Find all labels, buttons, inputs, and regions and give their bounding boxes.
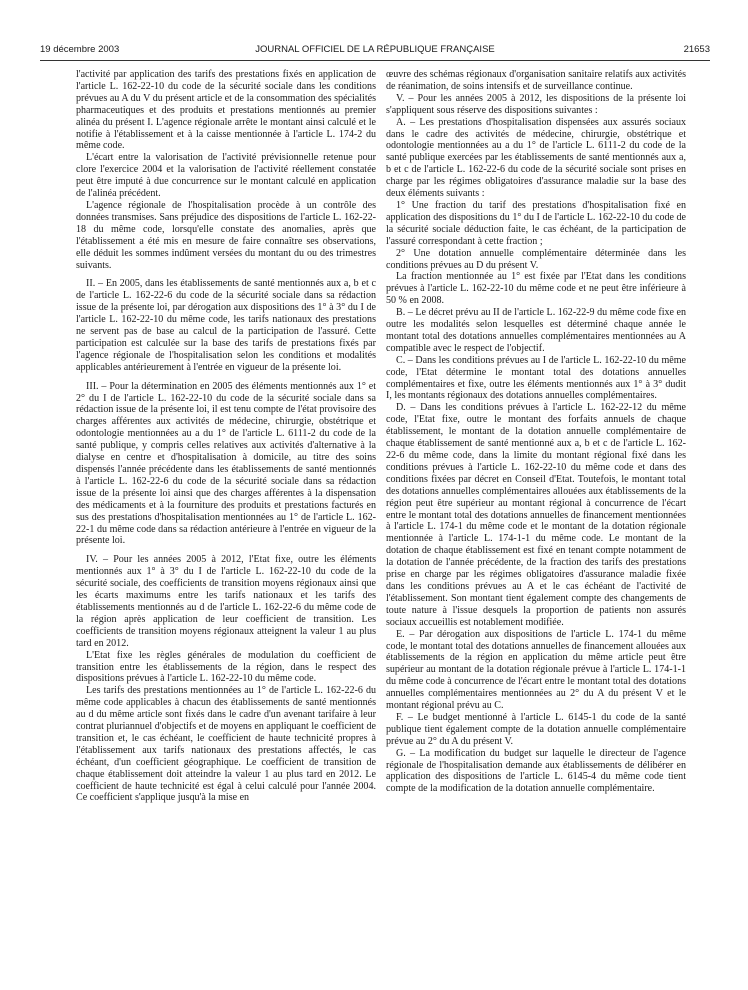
- paragraph-section-v-d: D. – Dans les conditions prévues à l'article L. 162-22-12 du même code, l'Etat fixe, outre le montant des forfaits annuels de chaque établissement, le montant de la dotation annuelle complémentaire de chaque établissement de santé mentionné aux a, b et c de l'article L. 162-22-6 du même code, dans la limite du montant régional fixé dans les conditions prévues à l'article L. 162-22-10 du même code et dans des conditions fixées par décret en Conseil d'Etat. Toutefois, le montant total des dotations annuelles complémentaires allouées aux établissements de la région peut être supérieur au montant régional à concurrence de l'écart entre le montant total des dotations annuelles de financement mentionnées à l'article L. 174-1 du même code et le montant de la dotation régionale mentionnée à l'article L. 174-1-1 du même code. Le montant de la dotation de chaque établissement est fixé en tenant compte notamment de la dotation de l'année précédente, de la fraction des tarifs des prestations prise en charge par les régimes obligatoires d'assurance maladie fixée dans les conditions prévues au A et le cas échéant de l'activité de l'établissement. Son montant tient également compte des changements de toute nature à l'issue desquels la proportion de patients non assurés sociaux accueillis est notablement modifiée.: [386, 402, 686, 628]
- paragraph-section-v-e: E. – Par dérogation aux dispositions de l'article L. 174-1 du même code, le montant total des dotations annuelles de financement allouées aux établissements de la région en application du même article peut être supérieur au montant de la dotation régionale prévue à l'article L. 174-1-1 du même code à concurrence de l'écart entre le montant total des dotations annuelles complémentaires mentionnées au 2° du A du présent V et le montant régional prévu au C.: [386, 628, 686, 712]
- paragraph: L'écart entre la valorisation de l'activité prévisionnelle retenue pour clore l'exercice 2004 et la valorisation de l'activité réellement constatée peut être imputé à due concurrence sur le montant calculé en application de l'alinéa précédent.: [76, 152, 376, 200]
- paragraph: L'agence régionale de l'hospitalisation procède à un contrôle des données transmises. Sans préjudice des dispositions de l'article L. 162-22-18 du même code, lorsqu'elle constate des anomalies, après que l'établissement a été mis en mesure de faire connaître ses observations, elle déduit les sommes indûment versées du montant du ou des trimestres suivants.: [76, 199, 376, 271]
- header-date: 19 décembre 2003: [40, 44, 120, 55]
- paragraph: 1° Une fraction du tarif des prestations d'hospitalisation fixé en application des dispositions du 1° du I de l'article L. 162-22-10 du code de la sécurité sociale déduction faite, le cas échéant, de la participation de l'assuré correspondant à cette fraction ;: [386, 199, 686, 247]
- paragraph-section-v-c: C. – Dans les conditions prévues au I de l'article L. 162-22-10 du même code, l'Etat détermine le montant total des dotations annuelles complémentaires et fixe, outre les éléments mentionnés aux 1° à 3° dudit I, les montants régionaux des dotations annuelles complémentaires.: [386, 354, 686, 402]
- right-column: [386, 69, 686, 981]
- paragraph-section-iii: III. – Pour la détermination en 2005 des éléments mentionnés aux 1° et 2° du I de l'article L. 162-22-10 du code de la sécurité sociale dans sa rédaction issue de la présente loi, il est tenu compte de l'état provisoire des charges afférentes aux activités de médecine, chirurgie, obstétrique et odontologie mentionnées au a du 1° de l'article L. 6111-2 du code de la santé publique, y compris celles relatives aux activités d'alternative à la dialyse en centre et d'hospitalisation à domicile, au titre des soins dispensés l'année précédente dans les établissements de santé mentionnés à l'article L. 162-22-6 du code de la sécurité sociale dans sa rédaction issue de la présente loi ainsi que des charges afférentes à la dispensation des médicaments et à la fourniture des produits et prestations facturés en sus des prestations d'hospitalisation mentionnées au 1° de l'article L. 162-22-1 du même code dans sa rédaction antérieure à l'entrée en vigueur de la présente loi.: [76, 380, 376, 547]
- paragraph-section-ii: II. – En 2005, dans les établissements de santé mentionnés aux a, b et c de l'article L. 162-22-6 du code de la sécurité sociale dans sa rédaction issue de la présente loi, par dérogation aux dispositions des 1° à 3° du I de l'article L. 162-22-10 du même code, les tarifs nationaux des prestations ne servent pas de base au calcul de la participation de l'assuré. Cette participation est calculée sur la base des tarifs de prestations fixés par l'agence régionale de l'hospitalisation selon les conditions et modalités applicables antérieurement à l'entrée en vigueur de la présente loi.: [76, 278, 376, 373]
- paragraph: œuvre des schémas régionaux d'organisation sanitaire relatifs aux activités de réanimation, de soins intensifs et de surveillance continue.: [386, 69, 686, 92]
- left-column: [76, 69, 376, 981]
- paragraph-section-v-g: G. – La modification du budget sur laquelle le directeur de l'agence régionale de l'hospitalisation demande aux établissements de délibérer en application des dispositions de l'article L. 6145-4 du même code tient compte de la modification de la dotation annuelle complémentaire.: [386, 747, 686, 795]
- header-journal-title: JOURNAL OFFICIEL DE LA RÉPUBLIQUE FRANÇAISE: [255, 44, 495, 55]
- paragraph-section-v-f: F. – Le budget mentionné à l'article L. 6145-1 du code de la santé publique tient également compte de la dotation annuelle complémentaire prévue au 2° du A du présent V.: [386, 711, 686, 747]
- page-header: [40, 44, 710, 58]
- paragraph-section-v-a: A. – Les prestations d'hospitalisation dispensées aux assurés sociaux dans le cadre des activités de médecine, chirurgie, obstétrique et odontologie mentionnées au a du 1° de l'article L. 6111-2 du code de la santé publique exercées par les établissements de santé mentionnés aux a, b et c de l'article L. 162-22-6 du code de la sécurité sociale sont prises en charge par les régimes obligatoires d'assurance maladie sur la base des deux éléments suivants :: [386, 116, 686, 200]
- paragraph-section-v-b: B. – Le décret prévu au II de l'article L. 162-22-9 du même code fixe en outre les modalités selon lesquelles est déterminé chaque année le montant total des dotations annuelles complémentaires mentionnées au A compatible avec le respect de l'objectif.: [386, 307, 686, 354]
- paragraph: l'activité par application des tarifs des prestations fixés en application de l'article L. 162-22-10 du code de la sécurité sociale dans les conditions prévues au A du V du présent article et de la consommation des spécialités pharmaceutiques et des produits et prestations mentionnés au premier alinéa du présent I. L'agence régionale arrête le montant ainsi calculé et le notifie à l'établissement et à la caisse mentionnée à l'article L. 174-2 du même code.: [76, 69, 376, 152]
- paragraph-section-v: V. – Pour les années 2005 à 2012, les dispositions de la présente loi s'appliquent sous réserve des dispositions suivantes :: [386, 92, 686, 116]
- paragraph: La fraction mentionnée au 1° est fixée par l'Etat dans les conditions prévues à l'article L. 162-22-10 du même code et ne peut être inférieure à 50 % en 2008.: [386, 271, 686, 307]
- header-rule: [40, 60, 710, 61]
- paragraph: Les tarifs des prestations mentionnées au 1° de l'article L. 162-22-6 du même code applicables à chacun des établissements de santé mentionnés au d du même article sont fixés dans le cadre d'un avenant tarifaire à leur contrat pluriannuel d'objectifs et de moyens en appliquant le coefficient de transition et, le cas échéant, le coefficient de haute technicité propres à l'établissement aux tarifs nationaux des prestations affectés, le cas échéant, d'un coefficient géographique. Le coefficient de transition de chaque établissement doit atteindre la valeur 1 au plus tard en 2012. Le coefficient de haute technicité est égal à celui calculé pour l'année 2004. Ce coefficient s'applique jusqu'à la mise en: [76, 685, 376, 804]
- paragraph-section-iv: IV. – Pour les années 2005 à 2012, l'Etat fixe, outre les éléments mentionnés aux 1° à 3° du I de l'article L. 162-22-10 du code de la sécurité sociale, des coefficients de transition moyens régionaux ainsi que les écarts maximums entre les tarifs nationaux et les tarifs des établissements mentionnés au d de l'article L. 162-22-6 du même code de la région après application de leur coefficient de transition. Les coefficients de transition moyens régionaux atteignent la valeur 1 au plus tard en 2012.: [76, 554, 376, 649]
- paragraph: 2° Une dotation annuelle complémentaire déterminée dans les conditions prévues au D du présent V.: [386, 247, 686, 271]
- header-page-number: 21653: [683, 44, 710, 55]
- paragraph: L'Etat fixe les règles générales de modulation du coefficient de transition entre les établissements de la région, dans le respect des dispositions prévues à l'article L. 162-22-10 du même code.: [76, 649, 376, 685]
